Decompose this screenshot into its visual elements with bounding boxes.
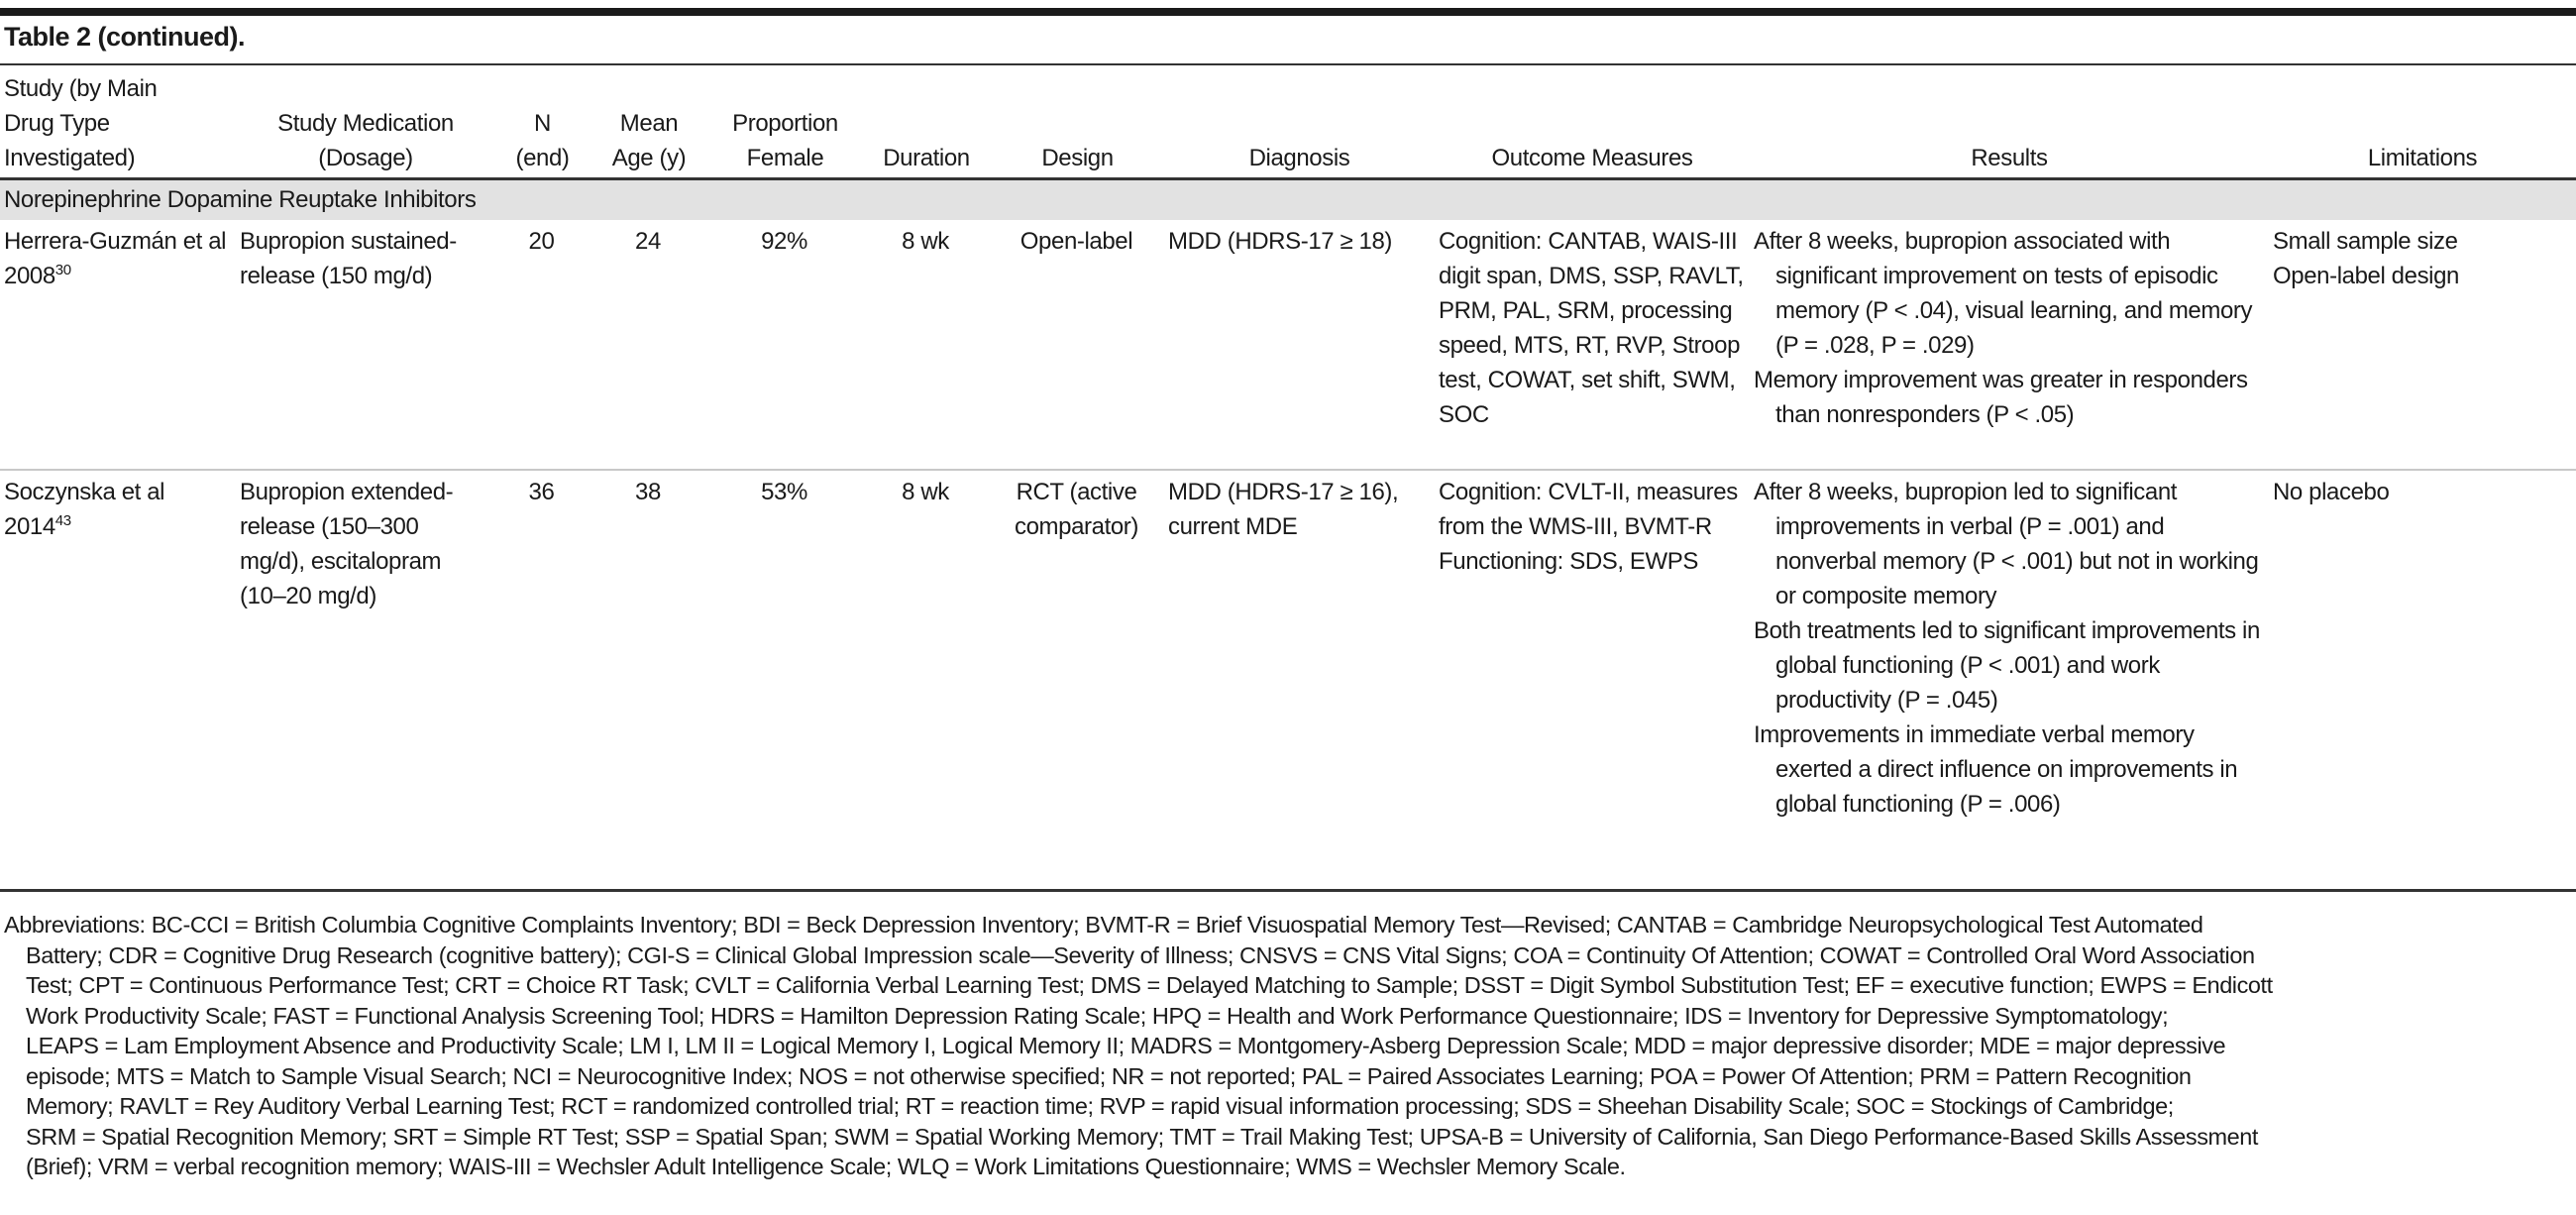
- duration-cell: 8 wk: [902, 227, 949, 255]
- diagnosis-cell: MDD (HDRS-17 ≥ 16), current MDE: [1168, 478, 1399, 540]
- reference-number: 30: [54, 261, 71, 278]
- header-results: Results: [1971, 144, 2048, 171]
- limitation-item: Open-label design: [2273, 262, 2460, 289]
- top-rule: [0, 8, 2576, 16]
- design-cell: Open-label: [1020, 227, 1133, 255]
- header-n: N (end): [515, 109, 570, 171]
- table-row: [0, 220, 2576, 470]
- medication-cell: Bupropion extended-release (150–300 mg/d), escitalopram (10–20 mg/d): [240, 478, 454, 609]
- outcome-item: Functioning: SDS, EWPS: [1439, 547, 1698, 575]
- female-cell: 53%: [761, 478, 807, 505]
- limitation-item: Small sample size: [2273, 227, 2458, 255]
- group-label: Norepinephrine Dopamine Reuptake Inhibitors: [0, 178, 2576, 220]
- result-item: After 8 weeks, bupropion led to significant improvements in verbal (P = .001) and nonverbal memory (P < .001) but not in working or composite memory: [1754, 478, 2259, 609]
- outcome-cell: Cognition: CANTAB, WAIS-III digit span, DMS, SSP, RAVLT, PRM, PAL, SRM, processing speed, MTS, RT, RVP, Stroop test, COWAT, set shift, SWM, SOC: [1439, 227, 1744, 428]
- header-medication: Study Medication (Dosage): [277, 109, 454, 171]
- footnote-line: Work Productivity Scale; FAST = Functional Analysis Screening Tool; HDRS = Hamilton Depression Rating Scale; HPQ = Health and Work Performance Questionnaire; IDS = Inventory for Depressive Symptomatology;: [26, 1002, 2169, 1029]
- duration-cell: 8 wk: [902, 478, 949, 505]
- header-duration: Duration: [883, 144, 970, 171]
- group-row: [0, 178, 2576, 220]
- header-limitations: Limitations: [2367, 144, 2478, 171]
- n-cell: 36: [528, 478, 555, 505]
- result-item: Both treatments led to significant improvements in global functioning (P < .001) and work productivity (P = .045): [1754, 616, 2260, 714]
- study-table: [0, 65, 2576, 892]
- results-cell: [1750, 220, 2269, 470]
- header-diagnosis: Diagnosis: [1248, 144, 1350, 171]
- limitations-cell: [2269, 470, 2576, 891]
- footnote-line: Abbreviations: BC-CCI = British Columbia Cognitive Complaints Inventory; BDI = Beck Depression Inventory; BVMT-R = Brief Visuospatial Memory Test—Revised; CANTAB = Cambridge Neuropsychological Test Automated: [4, 912, 2203, 938]
- header-row: [0, 65, 2576, 178]
- header-study: Study (by Main Drug Type Investigated): [4, 74, 158, 171]
- footnote-line: SRM = Spatial Recognition Memory; SRT = Simple RT Test; SSP = Spatial Span; SWM = Spatial Working Memory; TMT = Trail Making Test; UPSA-B = University of California, San Diego Performance-Based Skills Assessment: [26, 1123, 2258, 1150]
- result-item: Memory improvement was greater in responders than nonresponders (P < .05): [1754, 366, 2248, 428]
- footnote-line: episode; MTS = Match to Sample Visual Search; NCI = Neurocognitive Index; NOS = not otherwise specified; NR = not reported; PAL = Paired Associates Learning; POA = Power Of Attention; PRM = Pattern Recognition: [26, 1062, 2192, 1089]
- study-cell: [0, 470, 236, 891]
- limitations-cell: [2269, 220, 2576, 470]
- footnote-line: (Brief); VRM = verbal recognition memory; WAIS-III = Wechsler Adult Intelligence Scale; WLQ = Work Limitations Questionnaire; WMS = Wechsler Memory Scale.: [26, 1154, 1626, 1179]
- reference-number: 43: [54, 511, 71, 529]
- result-item: After 8 weeks, bupropion associated with significant improvement on tests of episodic memory (P < .04), visual learning, and memory (P = .028, P = .029): [1754, 227, 2253, 359]
- n-cell: 20: [528, 227, 555, 255]
- medication-cell: Bupropion sustained-release (150 mg/d): [240, 227, 457, 289]
- abbreviations-footnote: [4, 910, 2570, 1182]
- header-female: Proportion Female: [732, 109, 838, 171]
- limitation-item: No placebo: [2273, 478, 2390, 505]
- outcome-cell: [1435, 470, 1750, 891]
- table-row: [0, 470, 2576, 891]
- female-cell: 92%: [761, 227, 807, 255]
- design-cell: RCT (active comparator): [1015, 478, 1138, 540]
- study-name: Soczynska et al 2014: [4, 478, 165, 540]
- table-title: Table 2 (continued).: [4, 22, 246, 52]
- results-cell: [1750, 470, 2269, 891]
- header-age: Mean Age (y): [611, 109, 687, 171]
- result-item: Improvements in immediate verbal memory exerted a direct influence on improvements in global functioning (P = .006): [1754, 720, 2238, 818]
- age-cell: 38: [635, 478, 661, 505]
- footnote-line: Battery; CDR = Cognitive Drug Research (cognitive battery); CGI-S = Clinical Global Impression scale—Severity of Illness; CNSVS = CNS Vital Signs; COA = Continuity Of Attention; COWAT = Controlled Oral Word Association: [26, 941, 2255, 968]
- outcome-item: Cognition: CVLT-II, measures from the WMS-III, BVMT-R: [1439, 478, 1738, 540]
- study-name: Herrera-Guzmán et al 2008: [4, 227, 227, 289]
- header-outcome: Outcome Measures: [1491, 144, 1693, 171]
- diagnosis-cell: MDD (HDRS-17 ≥ 18): [1168, 227, 1393, 255]
- study-cell: [0, 220, 236, 470]
- header-design: Design: [1041, 144, 1114, 171]
- footnote-line: Test; CPT = Continuous Performance Test; CRT = Choice RT Task; CVLT = California Verbal Learning Test; DMS = Delayed Matching to Sample; DSST = Digit Symbol Substitution Test; EF = executive function; EWPS = Endicott: [26, 972, 2273, 998]
- footnote-line: Memory; RAVLT = Rey Auditory Verbal Learning Test; RCT = randomized controlled trial; RT = reaction time; RVP = rapid visual information processing; SDS = Sheehan Disability Scale; SOC = Stockings of Cambridge;: [26, 1093, 2174, 1119]
- footnote-line: LEAPS = Lam Employment Absence and Productivity Scale; LM I, LM II = Logical Memory I, Logical Memory II; MADRS = Montgomery-Asberg Depression Scale; MDD = major depressive disorder; MDE = major depressive: [26, 1033, 2226, 1058]
- age-cell: 24: [635, 227, 661, 255]
